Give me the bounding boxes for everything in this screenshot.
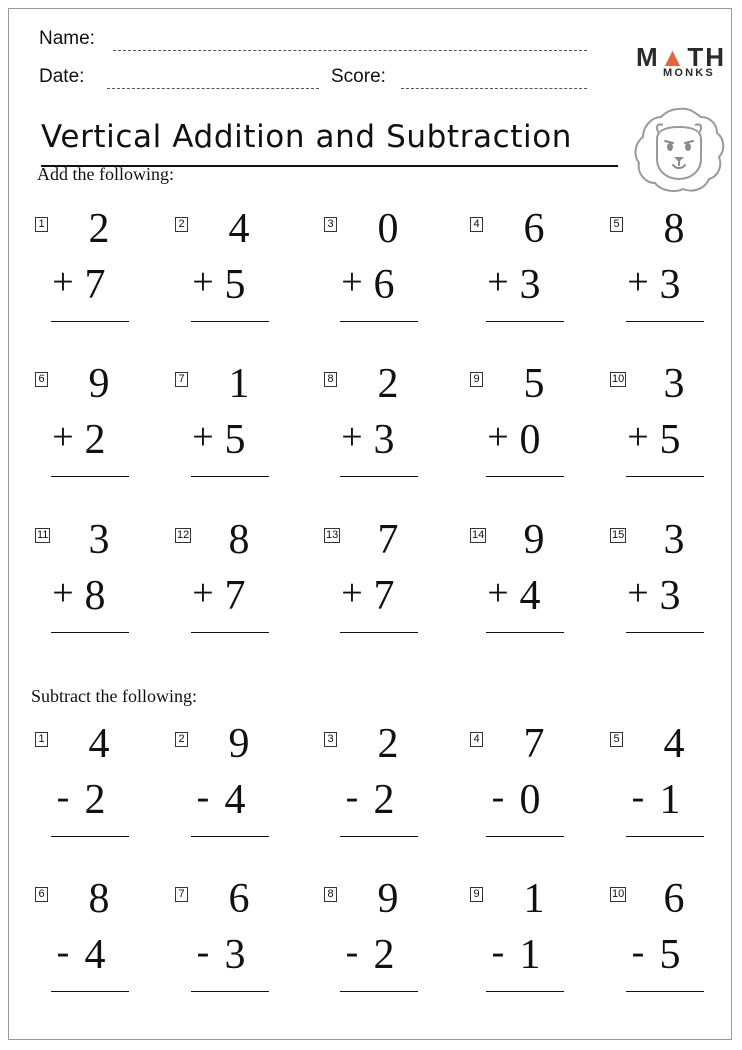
- answer-line[interactable]: [191, 476, 269, 477]
- answer-line[interactable]: [340, 836, 418, 837]
- bottom-operand: 3: [224, 932, 246, 978]
- top-operand: 3: [88, 517, 110, 563]
- name-line[interactable]: [113, 50, 587, 51]
- answer-line[interactable]: [626, 836, 704, 837]
- top-operand: 9: [228, 721, 250, 767]
- operator-sign: +: [341, 416, 363, 458]
- answer-line[interactable]: [51, 991, 129, 992]
- answer-line[interactable]: [191, 836, 269, 837]
- subtraction-problem: [324, 721, 434, 857]
- operator-sign: +: [192, 572, 214, 614]
- problem-number: 3: [324, 217, 337, 232]
- top-operand: 8: [228, 517, 250, 563]
- top-operand: 6: [228, 876, 250, 922]
- top-operand: 0: [377, 206, 399, 252]
- bottom-operand: 2: [373, 777, 395, 823]
- operator-sign: +: [52, 572, 74, 614]
- operator-sign: +: [192, 261, 214, 303]
- operator-sign: -: [196, 931, 210, 973]
- top-operand: 8: [88, 876, 110, 922]
- addition-problem: [324, 517, 434, 653]
- addition-problem: [470, 361, 580, 497]
- addition-problem: [175, 361, 285, 497]
- bottom-operand: 2: [84, 417, 106, 463]
- bottom-operand: 7: [373, 573, 395, 619]
- top-operand: 5: [523, 361, 545, 407]
- date-label: Date:: [39, 66, 85, 87]
- top-operand: 4: [88, 721, 110, 767]
- operator-sign: +: [192, 416, 214, 458]
- subtraction-problem: [35, 876, 145, 1012]
- problem-number: 10: [612, 888, 625, 900]
- operator-sign: +: [341, 572, 363, 614]
- problem-number: 11: [37, 529, 49, 541]
- score-label: Score:: [331, 66, 386, 87]
- problem-number: 12: [177, 529, 190, 541]
- operator-sign: +: [487, 572, 509, 614]
- operator-sign: -: [631, 776, 645, 818]
- problem-number: 1: [35, 217, 48, 232]
- logo-subtitle: MONKS: [663, 67, 715, 79]
- answer-line[interactable]: [486, 321, 564, 322]
- problem-number: 2: [175, 732, 188, 747]
- answer-line[interactable]: [340, 321, 418, 322]
- bottom-operand: 2: [373, 932, 395, 978]
- problem-number: 14: [472, 529, 485, 541]
- problem-number: 3: [324, 732, 337, 747]
- answer-line[interactable]: [626, 991, 704, 992]
- problem-number: 7: [175, 372, 188, 387]
- answer-line[interactable]: [486, 632, 564, 633]
- problem-number: 13: [326, 529, 339, 541]
- answer-line[interactable]: [340, 632, 418, 633]
- subtraction-problem: [35, 721, 145, 857]
- triangle-icon: ▲: [659, 42, 688, 72]
- operator-sign: -: [491, 776, 505, 818]
- subtraction-problem: [470, 721, 580, 857]
- problem-number: 6: [35, 372, 48, 387]
- addition-problem: [470, 206, 580, 342]
- bottom-operand: 4: [84, 932, 106, 978]
- problem-number: 8: [324, 372, 337, 387]
- problem-number: 7: [175, 887, 188, 902]
- addition-problem: [35, 517, 145, 653]
- lion-face-icon: [631, 103, 727, 195]
- answer-line[interactable]: [191, 321, 269, 322]
- bottom-operand: 7: [224, 573, 246, 619]
- logo-letter-m: M: [636, 42, 660, 72]
- answer-line[interactable]: [51, 836, 129, 837]
- bottom-operand: 3: [659, 573, 681, 619]
- addition-problem: [324, 206, 434, 342]
- bottom-operand: 7: [84, 262, 106, 308]
- bottom-operand: 5: [224, 262, 246, 308]
- operator-sign: +: [52, 261, 74, 303]
- operator-sign: +: [341, 261, 363, 303]
- problem-number: 15: [612, 529, 625, 541]
- problem-number: 6: [35, 887, 48, 902]
- answer-line[interactable]: [626, 632, 704, 633]
- bottom-operand: 3: [373, 417, 395, 463]
- answer-line[interactable]: [626, 476, 704, 477]
- answer-line[interactable]: [486, 476, 564, 477]
- addition-problem: [35, 206, 145, 342]
- top-operand: 3: [663, 361, 685, 407]
- answer-line[interactable]: [340, 991, 418, 992]
- bottom-operand: 4: [224, 777, 246, 823]
- problem-number: 2: [175, 217, 188, 232]
- addition-problem: [324, 361, 434, 497]
- subtraction-problem: [610, 721, 720, 857]
- subtraction-problem: [175, 721, 285, 857]
- subtraction-problem: [610, 876, 720, 1012]
- bottom-operand: 5: [224, 417, 246, 463]
- operator-sign: -: [56, 776, 70, 818]
- top-operand: 9: [377, 876, 399, 922]
- operator-sign: +: [627, 572, 649, 614]
- problem-number: 4: [470, 217, 483, 232]
- top-operand: 3: [663, 517, 685, 563]
- top-operand: 7: [377, 517, 399, 563]
- answer-line[interactable]: [340, 476, 418, 477]
- problem-number: 9: [470, 887, 483, 902]
- problem-number: 8: [324, 887, 337, 902]
- top-operand: 6: [663, 876, 685, 922]
- bottom-operand: 1: [519, 932, 541, 978]
- bottom-operand: 3: [519, 262, 541, 308]
- worksheet-page: [8, 8, 732, 1040]
- operator-sign: -: [345, 931, 359, 973]
- logo-letters-th: TH: [687, 42, 727, 72]
- addition-problem: [35, 361, 145, 497]
- top-operand: 2: [377, 361, 399, 407]
- operator-sign: +: [627, 416, 649, 458]
- operator-sign: +: [52, 416, 74, 458]
- bottom-operand: 5: [659, 417, 681, 463]
- answer-line[interactable]: [51, 476, 129, 477]
- top-operand: 9: [88, 361, 110, 407]
- answer-line[interactable]: [486, 991, 564, 992]
- subtraction-problem: [324, 876, 434, 1012]
- date-line[interactable]: [107, 88, 319, 89]
- operator-sign: -: [491, 931, 505, 973]
- page-title: Vertical Addition and Subtraction: [41, 119, 573, 155]
- problem-number: 10: [612, 373, 625, 385]
- addition-problem: [610, 517, 720, 653]
- bottom-operand: 5: [659, 932, 681, 978]
- subtraction-instruction: Subtract the following:: [31, 686, 197, 706]
- bottom-operand: 0: [519, 417, 541, 463]
- answer-line[interactable]: [51, 321, 129, 322]
- bottom-operand: 6: [373, 262, 395, 308]
- bottom-operand: 1: [659, 777, 681, 823]
- problem-number: 5: [610, 217, 623, 232]
- operator-sign: +: [627, 261, 649, 303]
- bottom-operand: 3: [659, 262, 681, 308]
- answer-line[interactable]: [191, 991, 269, 992]
- addition-instruction: Add the following:: [37, 164, 174, 184]
- problem-number: 4: [470, 732, 483, 747]
- top-operand: 4: [228, 206, 250, 252]
- subtraction-problem: [470, 876, 580, 1012]
- addition-problem: [175, 206, 285, 342]
- operator-sign: +: [487, 416, 509, 458]
- answer-line[interactable]: [626, 321, 704, 322]
- addition-problem: [175, 517, 285, 653]
- bottom-operand: 0: [519, 777, 541, 823]
- top-operand: 7: [523, 721, 545, 767]
- operator-sign: +: [487, 261, 509, 303]
- answer-line[interactable]: [51, 632, 129, 633]
- subtraction-problem: [175, 876, 285, 1012]
- problem-number: 1: [35, 732, 48, 747]
- name-label: Name:: [39, 28, 95, 49]
- operator-sign: -: [56, 931, 70, 973]
- top-operand: 4: [663, 721, 685, 767]
- top-operand: 6: [523, 206, 545, 252]
- problem-number: 5: [610, 732, 623, 747]
- problem-number: 9: [470, 372, 483, 387]
- top-operand: 2: [377, 721, 399, 767]
- addition-problem: [470, 517, 580, 653]
- operator-sign: -: [631, 931, 645, 973]
- top-operand: 9: [523, 517, 545, 563]
- operator-sign: -: [345, 776, 359, 818]
- top-operand: 8: [663, 206, 685, 252]
- bottom-operand: 4: [519, 573, 541, 619]
- top-operand: 2: [88, 206, 110, 252]
- operator-sign: -: [196, 776, 210, 818]
- bottom-operand: 8: [84, 573, 106, 619]
- answer-line[interactable]: [191, 632, 269, 633]
- bottom-operand: 2: [84, 777, 106, 823]
- addition-problem: [610, 361, 720, 497]
- answer-line[interactable]: [486, 836, 564, 837]
- score-line[interactable]: [401, 88, 587, 89]
- top-operand: 1: [228, 361, 250, 407]
- addition-problem: [610, 206, 720, 342]
- top-operand: 1: [523, 876, 545, 922]
